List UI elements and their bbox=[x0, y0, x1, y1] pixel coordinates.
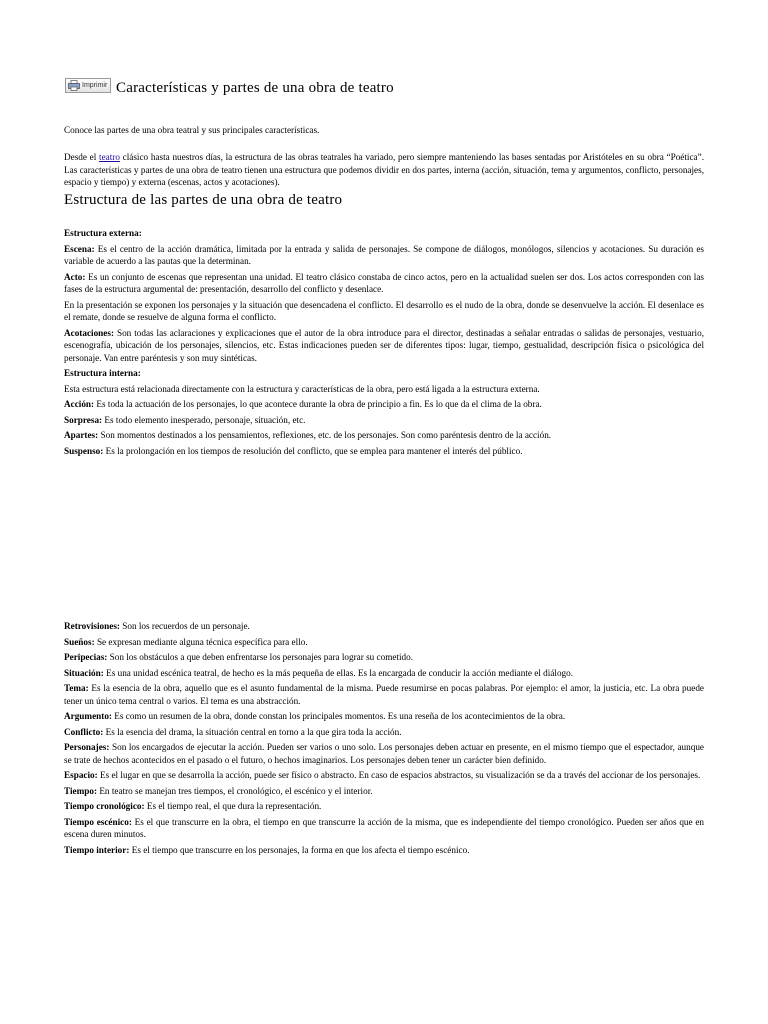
item-text: Es el tiempo real, el que dura la representación. bbox=[144, 801, 322, 811]
item-text: Esta estructura está relacionada directamente con la estructura y características de la obra, pero está ligada a la estructura externa. bbox=[64, 383, 540, 394]
list-item bbox=[64, 299, 704, 324]
teatro-link[interactable]: teatro bbox=[99, 152, 120, 162]
list-item bbox=[64, 667, 704, 680]
item-term: Tiempo interior: bbox=[64, 844, 130, 855]
list-item bbox=[64, 445, 704, 458]
list-item bbox=[64, 816, 704, 841]
item-text: Se expresan mediante alguna técnica específica para ello. bbox=[94, 636, 308, 647]
item-term: Personajes: bbox=[64, 742, 110, 752]
list-item bbox=[64, 227, 704, 240]
item-term: Tiempo: bbox=[64, 785, 98, 796]
intro-paragraph bbox=[64, 151, 704, 189]
item-text: Es la esencia del drama, la situación central en torno a la que gira toda la acción. bbox=[103, 726, 402, 737]
item-text: Es el que transcurre en la obra, el tiempo en que transcurre la acción de la misma, que es independiente del tiempo cronológico. Pueden ser años que en escena duren minutos. bbox=[64, 816, 705, 839]
item-term: Argumento: bbox=[64, 711, 112, 721]
paragraph-rest: clásico hasta nuestros días, la estructura de las obras teatrales ha variado, pero siempre manteniendo las bases sentadas por Aristóteles en su obra “Poética”. Las características y partes de una obra de teatro tienen una estructura que podemos dividir en dos partes, interna (acción, situación, tema y argumentos, conflicto, personajes, espacio y tiempo) y externa (escenas, actos y acotaciones). bbox=[64, 152, 705, 187]
list-item bbox=[64, 620, 704, 633]
item-term: Espacio: bbox=[64, 770, 98, 780]
list-item bbox=[64, 710, 704, 723]
print-button[interactable] bbox=[65, 78, 111, 93]
print-button-label: Imprimir bbox=[82, 82, 108, 89]
structure-list-bottom bbox=[64, 620, 704, 859]
item-text: Es como un resumen de la obra, donde constan los principales momentos. Es una reseña de los acontecimientos de la obra. bbox=[111, 711, 566, 721]
item-text: Son los obstáculos a que deben enfrentarse los personajes para lograr su cometido. bbox=[107, 652, 414, 662]
item-term: Conflicto: bbox=[64, 726, 104, 737]
list-item bbox=[64, 741, 704, 766]
item-term: Estructura interna: bbox=[64, 368, 141, 378]
item-text: Es el tiempo que transcurre en los personajes, la forma en que los afecta el tiempo escénico. bbox=[129, 844, 470, 855]
item-text: Es la prolongación en los tiempos de resolución del conflicto, que se emplea para mantener el interés del público. bbox=[103, 445, 523, 456]
item-text: Son todas las aclaraciones y explicaciones que el autor de la obra introduce para el director, destinadas a señalar entradas o salidas de personajes, vestuario, escenografía, ubicación de los personajes, silencios, etc. Estas indicaciones pueden ser de diferentes tipos: lugar, tiempo, gestualidad, descripción física o psicológica del personaje. Van entre paréntesis y son muy sintéticas. bbox=[64, 327, 704, 363]
list-item bbox=[64, 327, 704, 365]
item-term: Acto: bbox=[64, 271, 86, 282]
item-text: Es el lugar en que se desarrolla la acción, puede ser físico o abstracto. En caso de espacios abstractos, su visualización se da a través del accionar de los personajes. bbox=[97, 770, 701, 780]
item-term: Situación: bbox=[64, 667, 104, 678]
list-item bbox=[64, 414, 704, 427]
item-term: Suspenso: bbox=[64, 445, 104, 456]
item-text: Es toda la actuación de los personajes, lo que acontece durante la obra de principio a fin. Es lo que da el clima de la obra. bbox=[94, 399, 542, 409]
item-term: Tema: bbox=[64, 683, 89, 693]
list-item bbox=[64, 243, 704, 268]
item-text: Es el centro de la acción dramática, limitada por la entrada y salida de personajes. Se compone de diálogos, monólogos, silencios y acotaciones. Su duración es variable de acuerdo a las pautas que la determinan. bbox=[64, 243, 704, 266]
list-item bbox=[64, 785, 704, 798]
item-text: Es una unidad escénica teatral, de hecho es la más pequeña de ellas. Es la encargada de conducir la acción mediante el diálogo. bbox=[103, 667, 574, 678]
list-item bbox=[64, 367, 704, 380]
intro-text: Conoce las partes de una obra teatral y sus principales características. bbox=[64, 125, 320, 135]
item-term: Tiempo cronológico: bbox=[64, 801, 145, 811]
page-title: Características y partes de una obra de teatro bbox=[116, 80, 394, 96]
item-term: Retrovisiones: bbox=[64, 621, 120, 631]
item-term: Tiempo escénico: bbox=[64, 816, 132, 827]
list-item bbox=[64, 651, 704, 664]
printer-icon bbox=[68, 80, 80, 91]
item-term: Escena: bbox=[64, 243, 95, 254]
item-text: Es todo elemento inesperado, personaje, situación, etc. bbox=[102, 414, 306, 425]
list-item bbox=[64, 769, 704, 782]
item-term: Estructura externa: bbox=[64, 228, 142, 238]
item-text: Son los recuerdos de un personaje. bbox=[119, 621, 250, 631]
item-text: En teatro se manejan tres tiempos, el cronológico, el escénico y el interior. bbox=[97, 785, 373, 796]
item-text: En la presentación se exponen los personajes y la situación que desencadena el conflicto. El desarrollo es el nudo de la obra, donde se desenvuelve la acción. El desenlace es el remate, donde se resuelve de alguna forma el conflicto. bbox=[64, 299, 704, 322]
item-text: Son momentos destinados a los pensamientos, reflexiones, etc. de los personajes. Son como paréntesis dentro de la acción. bbox=[98, 430, 552, 440]
list-item bbox=[64, 383, 704, 396]
list-item bbox=[64, 682, 704, 707]
list-item bbox=[64, 636, 704, 649]
list-item bbox=[64, 398, 704, 411]
structure-list-top bbox=[64, 227, 704, 460]
list-item bbox=[64, 844, 704, 857]
item-term: Sueños: bbox=[64, 636, 95, 647]
item-term: Acotaciones: bbox=[64, 327, 115, 338]
item-text: Es la esencia de la obra, aquello que es el asunto fundamental de la misma. Puede resumirse en pocas palabras. Por ejemplo: el amor, la justicia, etc. La obra puede tener un único tema central o varios. El tema es una abstracción. bbox=[64, 683, 704, 706]
section-heading: Estructura de las partes de una obra de teatro bbox=[64, 192, 343, 208]
list-item bbox=[64, 271, 704, 296]
item-term: Peripecias: bbox=[64, 652, 108, 662]
item-term: Sorpresa: bbox=[64, 414, 103, 425]
item-term: Acción: bbox=[64, 399, 95, 409]
item-text: Es un conjunto de escenas que representan una unidad. El teatro clásico constaba de cinco actos, pero en la actualidad suelen ser dos. Los actos corresponden con las fases de la estructura argumental de: presentación, desarrollo del conflicto y desenlace. bbox=[64, 271, 704, 294]
paragraph-start: Desde el bbox=[64, 152, 100, 162]
list-item bbox=[64, 800, 704, 813]
item-text: Son los encargados de ejecutar la acción. Pueden ser varios o uno solo. Los personajes deben actuar en presente, en el mismo tiempo que el espectador, aunque se trate de hechos acontecidos en el pasado o el futuro, o hechos imaginarios. Los personajes deben tener un carácter bien definido. bbox=[64, 742, 704, 765]
list-item bbox=[64, 429, 704, 442]
item-term: Apartes: bbox=[64, 430, 99, 440]
list-item bbox=[64, 726, 704, 739]
